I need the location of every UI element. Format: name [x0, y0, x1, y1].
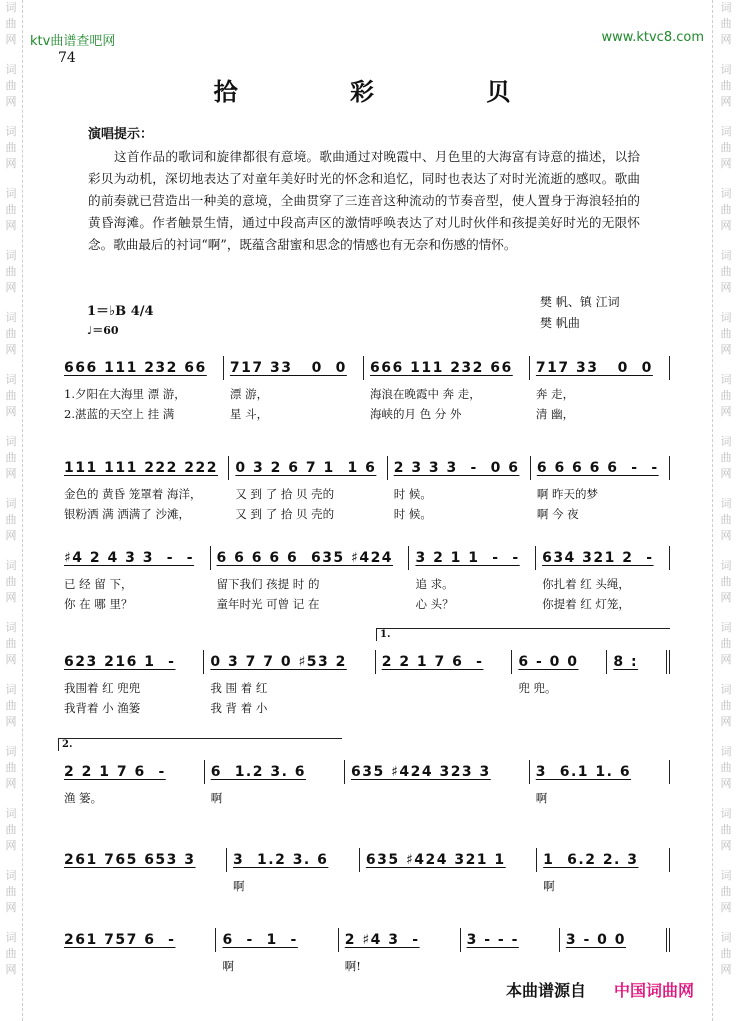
watermark-text: 词曲网: [5, 559, 17, 604]
lyric-segment: 你提着 红 灯笼，: [542, 597, 630, 611]
measure: 635 ♯424 323 3: [345, 760, 530, 784]
left-margin-line: [22, 0, 23, 1021]
lyric-segment: [360, 876, 537, 896]
lyric-segment: 啊: [210, 791, 223, 805]
measure: 635 ♯424 321 1: [360, 848, 537, 872]
measure-column: [388, 456, 531, 524]
measure-column: [224, 356, 364, 424]
lyric-segment: [376, 698, 513, 718]
lyric-segment: 渔 篓。: [64, 791, 103, 805]
measure: 717 33 0 0: [224, 356, 364, 380]
score-system: [58, 848, 670, 896]
measure: 2 ♯4 3 -: [339, 928, 461, 952]
watermark-text: 词曲网: [5, 683, 17, 728]
measure-column: [512, 650, 607, 718]
lyric-segment: 啊: [233, 879, 245, 893]
measure: 634 321 2 -: [536, 546, 670, 570]
measure: 666 111 232 66: [58, 356, 224, 380]
lyricist-credit: 樊 帆、镇 江词: [540, 295, 620, 309]
lyric-segment: 漂 游，: [229, 387, 269, 401]
composer-credit: 樊 帆曲: [540, 316, 580, 330]
lyric-segment: [461, 956, 560, 976]
measure-column: [409, 546, 536, 614]
measure-column: [364, 356, 530, 424]
lyric-segment: 我围着 红 兜兜: [64, 681, 141, 695]
watermark-text: 词曲网: [5, 745, 17, 790]
key-signature: 1＝♭B 4/4: [87, 304, 154, 319]
measure-column: [530, 356, 670, 424]
lyric-segment: 又 到 了 拾 贝 壳的: [235, 487, 335, 501]
measure-column: [58, 760, 205, 808]
watermark-text: 词曲网: [720, 931, 732, 976]
measure-column: [205, 760, 345, 808]
measure: 2 3 3 3 - 0 6: [388, 456, 531, 480]
measure-column: [58, 456, 229, 524]
measure-column: [376, 650, 513, 718]
measure-column: [227, 848, 360, 896]
page-number: 74: [58, 50, 76, 66]
watermark-text: 词曲网: [5, 373, 17, 418]
lyric-segment: [376, 678, 513, 698]
score-system: [58, 356, 670, 424]
watermark-text: 词曲网: [5, 807, 17, 852]
lyric-segment: [512, 698, 607, 718]
watermark-text: 词曲网: [5, 931, 17, 976]
lyric-segment: [345, 788, 530, 808]
lyric-segment: 奔 走，: [535, 387, 575, 401]
site-url[interactable]: www.ktvc8.com: [601, 30, 704, 45]
lyric-segment: 你扎着 红 头绳，: [542, 577, 630, 591]
score-system: [58, 546, 670, 614]
song-title: 拾 彩 贝: [213, 77, 563, 106]
lyric-segment: [607, 678, 670, 698]
measure-column: [560, 928, 670, 976]
measure-column: [537, 848, 670, 896]
watermark-text: 词曲网: [720, 373, 732, 418]
measure: 0 3 2 6 7 1 1 6: [229, 456, 387, 480]
watermark-text: 词曲网: [720, 807, 732, 852]
lyric-segment: 心 头？: [415, 597, 454, 611]
watermark-text: 词曲网: [5, 435, 17, 480]
measure: 717 33 0 0: [530, 356, 670, 380]
lyric-segment: 我 围 着 红: [210, 681, 268, 695]
score-system: [58, 928, 670, 976]
measure-column: [58, 928, 216, 976]
site-name[interactable]: ktv曲谱查吧网: [30, 34, 116, 49]
score-system: [58, 629, 670, 718]
lyric-segment: 你 在 哪 里？: [64, 597, 133, 611]
measure: 261 765 653 3: [58, 848, 227, 872]
measure-column: [530, 760, 670, 808]
watermark-text: 词曲网: [720, 1, 732, 46]
lyric-segment: [58, 876, 227, 896]
watermark-text: 词曲网: [5, 497, 17, 542]
measure: 3 6.1 1. 6: [530, 760, 670, 784]
lyric-segment: 时 候。: [393, 507, 432, 521]
lyric-segment: 啊 今 夜: [536, 507, 579, 521]
lyric-segment: 时 候。: [393, 487, 432, 501]
volta-bracket: 1.: [376, 628, 670, 641]
watermark-text: 词曲网: [720, 125, 732, 170]
watermark-text: 词曲网: [5, 249, 17, 294]
measure-column: [58, 848, 227, 896]
watermark-text: 词曲网: [5, 311, 17, 356]
lyric-segment: [560, 956, 670, 976]
measure: 6 6 6 6 6 635 ♯424: [211, 546, 410, 570]
intro-paragraph: 这首作品的歌词和旋律都很有意境。歌曲通过对晚霞中、月色里的大海富有诗意的描述，以拾彩贝为动机，深切地表达了对童年美好时光的怀念和追忆，同时也表达了对时光流逝的感叹。歌曲的前奏就已营造出一种美的意境，全曲贯穿了三连音这种流动的节奏音型，使人置身于海浪轻拍的黄昏海滩。作者触景生情，通过中段高声区的激情呼唤表达了对儿时伙伴和孩提美好时光的无限怀念。歌曲最后的衬词“啊”，既蕴含甜蜜和思念的情感也有无奈和伤感的情怀。: [88, 149, 640, 252]
watermark-text: 词曲网: [720, 559, 732, 604]
measure-column: [58, 356, 224, 424]
lyric-segment: 银粉洒 满 洒满了 沙滩，: [64, 507, 190, 521]
measure: 3 - - -: [461, 928, 560, 952]
lyric-segment: 又 到 了 拾 贝 壳的: [235, 507, 335, 521]
watermark-text: 词曲网: [720, 311, 732, 356]
right-margin-line: [712, 0, 713, 1021]
watermark-text: 词曲网: [720, 745, 732, 790]
lyric-segment: [58, 956, 216, 976]
measure: 3 - 0 0: [560, 928, 670, 952]
measure: 8 :: [607, 650, 670, 674]
measure-column: [607, 650, 670, 718]
measure: 2 2 1 7 6 -: [376, 650, 513, 674]
measure-column: [216, 928, 338, 976]
measure-column: [339, 928, 461, 976]
measure: 6 - 0 0: [512, 650, 607, 674]
lyric-segment: 金色的 黄昏 笼罩着 海洋，: [64, 487, 202, 501]
watermark-text: 词曲网: [720, 435, 732, 480]
lyric-segment: 海峡的月 色 分 外: [370, 407, 462, 421]
score-system: [58, 739, 670, 808]
measure: 0 3 7 7 0 ♯53 2: [204, 650, 375, 674]
measure-column: [345, 760, 530, 808]
watermark-text: 词曲网: [5, 869, 17, 914]
measure-column: [58, 546, 211, 614]
watermark-text: 词曲网: [5, 187, 17, 232]
lyric-segment: 留下我们 孩提 时 的: [216, 577, 320, 591]
measure: 6 6 6 6 6 - -: [531, 456, 670, 480]
right-watermark: [718, 0, 734, 992]
left-watermark: [3, 0, 19, 992]
measure-column: [536, 546, 670, 614]
watermark-text: 词曲网: [720, 63, 732, 108]
watermark-text: 词曲网: [720, 869, 732, 914]
lyric-segment: [607, 698, 670, 718]
hint-heading: 演唱提示：: [88, 127, 154, 142]
lyric-segment: 兜 兜。: [518, 681, 557, 695]
measure: 261 757 6 -: [58, 928, 216, 952]
lyric-segment: 啊 昨天的梦: [536, 487, 598, 501]
measure-column: [211, 546, 410, 614]
lyric-segment: 已 经 留 下，: [64, 577, 133, 591]
footer-prefix: 本曲谱源自: [506, 981, 587, 1000]
measure: 3 2 1 1 - -: [409, 546, 536, 570]
footer-source[interactable]: 中国词曲网: [614, 981, 695, 1000]
measure: 111 111 222 222: [58, 456, 229, 480]
measure: 6 - 1 -: [216, 928, 338, 952]
lyric-segment: 童年时光 可曾 记 在: [216, 597, 320, 611]
watermark-text: 词曲网: [5, 621, 17, 666]
lyric-segment: 啊!: [344, 959, 361, 973]
watermark-text: 词曲网: [720, 683, 732, 728]
lyric-segment: 啊: [535, 791, 548, 805]
measure: 3 1.2 3. 6: [227, 848, 360, 872]
measure-column: [204, 650, 375, 718]
measure: 1 6.2 2. 3: [537, 848, 670, 872]
watermark-text: 词曲网: [720, 497, 732, 542]
watermark-text: 词曲网: [5, 125, 17, 170]
lyric-segment: 清 幽，: [535, 407, 575, 421]
lyric-segment: 1.夕阳在大海里 漂 游，: [64, 387, 186, 401]
lyric-segment: 我 背 着 小: [210, 701, 268, 715]
lyric-segment: 啊: [543, 879, 555, 893]
measure-column: [360, 848, 537, 896]
measure: 2 2 1 7 6 -: [58, 760, 205, 784]
measure: 6 1.2 3. 6: [205, 760, 345, 784]
watermark-text: 词曲网: [720, 187, 732, 232]
lyric-segment: 海浪在晚霞中 奔 走，: [370, 387, 481, 401]
lyric-segment: 追 求。: [415, 577, 454, 591]
lyric-segment: 啊: [222, 959, 234, 973]
watermark-text: 词曲网: [5, 1, 17, 46]
measure: 666 111 232 66: [364, 356, 530, 380]
measure: ♯4 2 4 3 3 - -: [58, 546, 211, 570]
lyric-segment: 星 斗，: [229, 407, 269, 421]
measure-column: [461, 928, 560, 976]
lyric-segment: 我背着 小 渔篓: [64, 701, 141, 715]
measure-column: [229, 456, 387, 524]
watermark-text: 词曲网: [720, 621, 732, 666]
watermark-text: 词曲网: [5, 63, 17, 108]
lyric-segment: 2.湛蓝的天空上 挂 满: [64, 407, 175, 421]
score-system: [58, 456, 670, 524]
measure-column: [531, 456, 670, 524]
measure-column: [58, 650, 204, 718]
tempo-marking: ♩＝60: [87, 324, 119, 337]
measure: 623 216 1 -: [58, 650, 204, 674]
volta-bracket: 2.: [58, 738, 342, 751]
watermark-text: 词曲网: [720, 249, 732, 294]
